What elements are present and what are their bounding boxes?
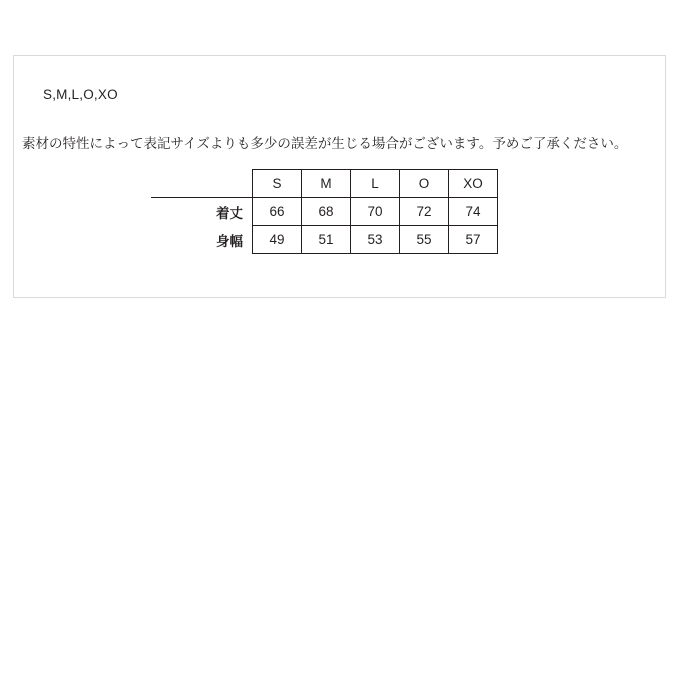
size-table-wrapper <box>151 169 498 254</box>
table-header-row <box>151 170 498 198</box>
table-cell: 72 <box>400 198 449 226</box>
table-corner-cell <box>151 170 253 198</box>
table-row <box>151 198 498 226</box>
size-guide-panel <box>13 55 666 298</box>
table-column-header: M <box>302 170 351 198</box>
table-cell: 49 <box>253 226 302 254</box>
table-cell: 53 <box>351 226 400 254</box>
table-cell: 57 <box>449 226 498 254</box>
table-row-header: 身幅 <box>216 233 243 249</box>
table-column-header: XO <box>449 170 498 198</box>
table-cell: 70 <box>351 198 400 226</box>
table-column-header: O <box>400 170 449 198</box>
size-table <box>151 169 498 254</box>
table-cell: 74 <box>449 198 498 226</box>
table-cell: 55 <box>400 226 449 254</box>
table-column-header: L <box>351 170 400 198</box>
table-cell: 51 <box>302 226 351 254</box>
table-column-header: S <box>253 170 302 198</box>
size-disclaimer-text: 素材の特性によって表記サイズよりも多少の誤差が生じる場合がございます。予めご了承ください。 <box>22 136 628 151</box>
table-row <box>151 226 498 254</box>
table-row-header: 着丈 <box>216 205 243 221</box>
table-cell: 68 <box>302 198 351 226</box>
table-cell: 66 <box>253 198 302 226</box>
size-list-text: S,M,L,O,XO <box>43 87 118 102</box>
